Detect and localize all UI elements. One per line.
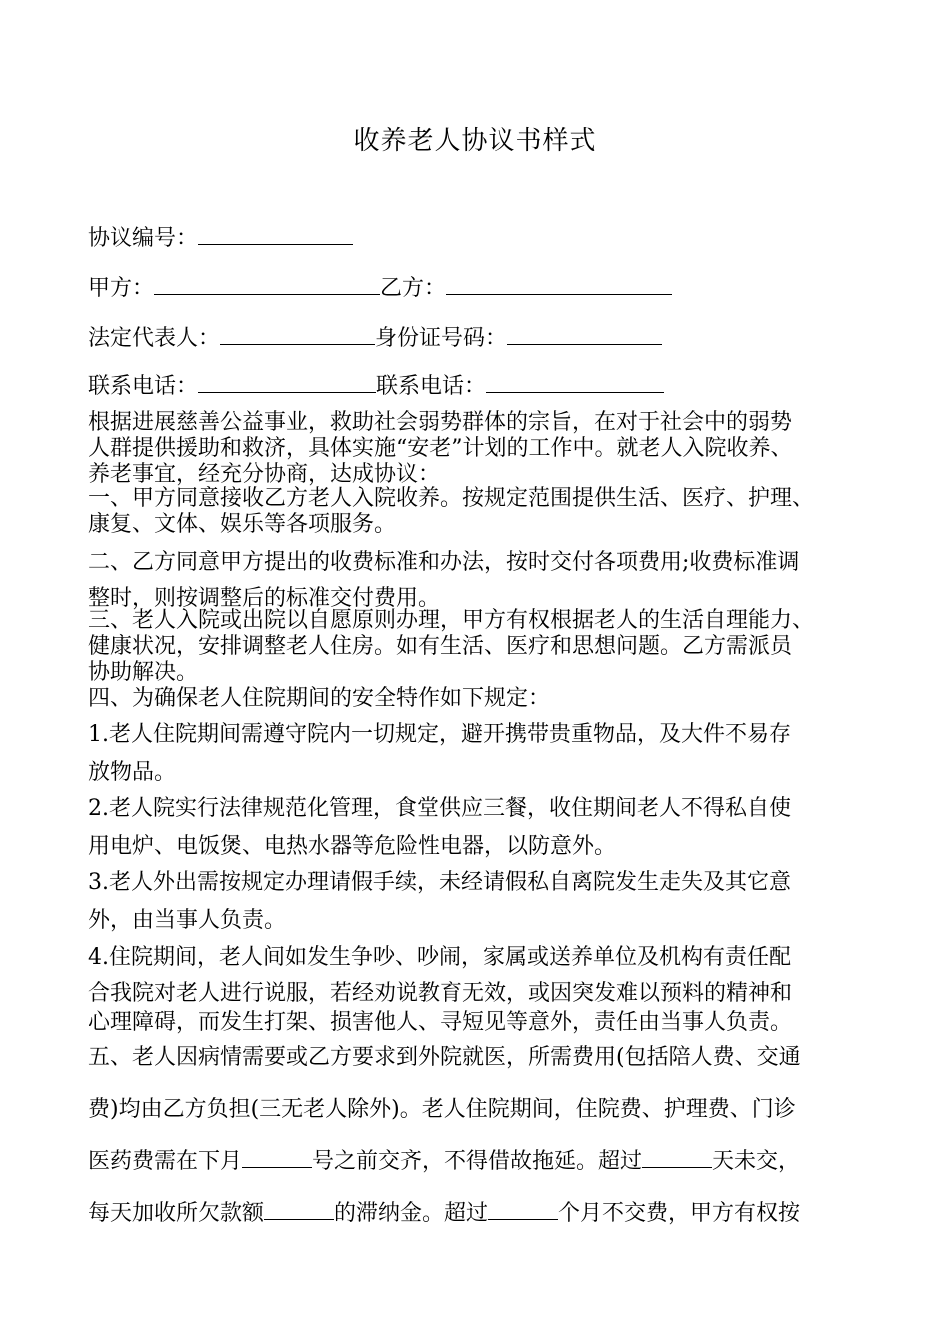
rule-2 [88,790,888,866]
text-line: 三、老人入院或出院以自愿原则办理，甲方有权根据老人的生活自理能力、 [88,608,815,633]
party-a-blank[interactable] [154,274,380,295]
clause-2 [88,542,888,614]
clause-3 [88,608,888,686]
text-line-with-blanks [88,1188,888,1240]
text-line: 五、老人因病情需要或乙方要求到外院就医，所需费用(包括陪人费、交通 [88,1045,801,1070]
text-line: 康复、文体、娱乐等各项服务。 [88,512,397,537]
text-line: 人群提供援助和救济，具体实施“安老”计划的工作中。就老人入院收养、 [88,436,793,461]
legal-rep-blank[interactable] [220,324,375,345]
parties-row [88,274,672,302]
phone-b-blank[interactable] [486,372,664,393]
agreement-number-row [88,224,353,252]
agreement-number-blank[interactable] [198,224,353,245]
text-line: 1.老人住院期间需遵守院内一切规定，避开携带贵重物品，及大件不易存 [88,722,791,747]
agreement-number-label: 协议编号： [88,226,199,251]
text-line: 外，由当事人负责。 [88,908,287,933]
overdue-days-blank[interactable] [642,1147,712,1168]
phone-row [88,372,664,400]
text-line-with-blanks [88,1136,888,1188]
text-line: 根据进展慈善公益事业，救助社会弱势群体的宗旨，在对于社会中的弱势 [88,410,793,435]
text-fragment: 天未交， [712,1149,801,1174]
text-fragment: 医药费需在下月 [88,1149,243,1174]
late-fee-blank[interactable] [264,1199,334,1220]
legal-rep-row [88,324,662,352]
text-line: 四、为确保老人住院期间的安全特作如下规定： [88,686,551,711]
id-number-blank[interactable] [507,324,662,345]
clause-5 [88,1032,888,1240]
rule-3 [88,864,888,940]
phone-b-label: 联系电话： [376,374,487,399]
rule-1 [88,716,888,792]
text-line: 放物品。 [88,760,177,785]
text-line: 养老事宜，经充分协商，达成协议： [88,462,441,487]
clause-4-heading [88,686,888,712]
party-b-blank[interactable] [446,274,672,295]
text-fragment: 号之前交齐，不得借故拖延。超过 [312,1149,643,1174]
text-fragment: 每天加收所欠款额 [88,1201,265,1226]
party-b-label: 乙方： [380,276,447,301]
document-title: 收养老人协议书样式 [353,126,597,156]
text-fragment: 的滞纳金。超过 [334,1201,489,1226]
overdue-months-blank[interactable] [488,1199,558,1220]
text-line: 合我院对老人进行说服，若经劝说教育无效，或因突发难以预料的精神和 [88,981,793,1006]
payment-day-blank[interactable] [242,1147,312,1168]
clause-1 [88,486,888,538]
text-line: 二、乙方同意甲方提出的收费标准和办法，按时交付各项费用;收费标准调 [88,550,800,575]
text-line: 4.住院期间，老人间如发生争吵、吵闹，家属或送养单位及机构有责任配 [88,945,791,970]
text-line: 一、甲方同意接收乙方老人入院收养。按规定范围提供生活、医疗、护理、 [88,486,815,511]
text-line: 整时，则按调整后的标准交付费用。 [88,586,441,611]
text-line: 用电炉、电饭煲、电热水器等危险性电器，以防意外。 [88,834,617,859]
text-line: 费)均由乙方负担(三无老人除外)。老人住院期间，住院费、护理费、门诊 [88,1097,796,1122]
party-a-label: 甲方： [88,276,155,301]
text-line: 3.老人外出需按规定办理请假手续，未经请假私自离院发生走失及其它意 [88,870,791,895]
intro-paragraph [88,410,888,488]
legal-rep-label: 法定代表人： [88,326,221,351]
text-fragment: 个月不交费，甲方有权按 [558,1201,801,1226]
id-number-label: 身份证号码： [375,326,508,351]
phone-a-blank[interactable] [198,372,376,393]
text-line: 协助解决。 [88,660,199,685]
text-line: 心理障碍，而发生打架、损害他人、寻短见等意外，责任由当事人负责。 [88,1010,793,1035]
text-line: 健康状况，安排调整老人住房。如有生活、医疗和思想问题。乙方需派员 [88,634,793,659]
phone-a-label: 联系电话： [88,374,199,399]
text-line: 2.老人院实行法律规范化管理，食堂供应三餐，收住期间老人不得私自使 [88,796,791,821]
rule-4 [88,938,888,1036]
